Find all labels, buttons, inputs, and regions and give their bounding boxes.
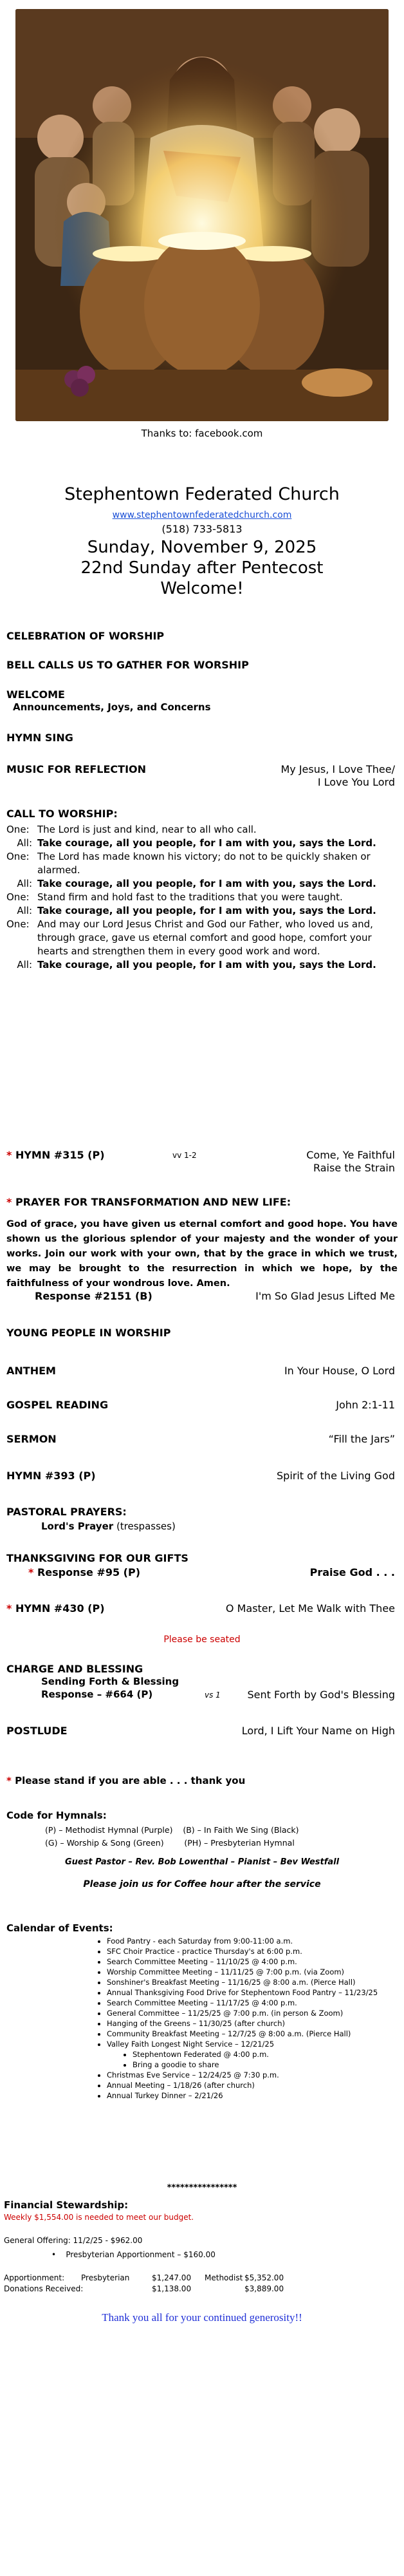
calendar-item: • General Committee – 11/25/25 @ 7:00 p.m. (in person & Zoom) (107, 2008, 391, 2018)
calendar-item: • Food Pantry - each Saturday from 9:00-11:00 a.m. (107, 1936, 391, 1946)
calendar-list (95, 1936, 391, 2101)
calendar-item (107, 2039, 391, 2070)
liturgical-sunday: 22nd Sunday after Pentecost (80, 558, 324, 578)
hero-image (15, 9, 389, 421)
prayer-text: God of grace, you have given us eternal comfort and good hope. You have shown us the glorious splendor of your majesty and the wonder of your works. Join our work with your own, that by the grace in which we trust, we may be brought to the resurrection in which we hope, by the faithfulness of your wondrous love. Amen. (6, 1219, 398, 1289)
calendar-item: • Christmas Eve Service – 12/24/25 @ 7:30 p.m. (107, 2070, 391, 2080)
weekly-budget-note: Weekly $1,554.00 is needed to meet our budget. (4, 2213, 194, 2222)
stand-asterisk: * (6, 1149, 15, 1161)
lords-prayer-line (41, 1520, 176, 1532)
calendar-item: • Search Committee Meeting – 11/17/25 @ 4:00 p.m. (107, 1998, 391, 2008)
stand-asterisk: * (28, 1566, 37, 1578)
coffee-hour-line: Please join us for Coffee hour after the service (83, 1879, 321, 1889)
litany-speaker: One: (6, 918, 30, 930)
calendar-item-text: Valley Faith Longest Night Service – 12/21/25 (107, 2040, 275, 2049)
charge-blessing-item: CHARGE AND BLESSING (6, 1663, 143, 1675)
general-offering: General Offering: 11/2/25 - $962.00 (4, 2236, 143, 2245)
service-date: Sunday, November 9, 2025 (87, 538, 317, 557)
litany-speaker: All: (17, 905, 32, 916)
gospel-item: GOSPEL READING (6, 1399, 109, 1411)
postlude-item: POSTLUDE (6, 1725, 68, 1737)
young-people-item: YOUNG PEOPLE IN WORSHIP (6, 1327, 171, 1339)
litany-line (6, 850, 395, 877)
welcome-item: WELCOME (6, 688, 65, 701)
apportionment-presbyterian-amount: $1,247.00 (152, 2273, 192, 2282)
postlude-title: Lord, I Lift Your Name on High (241, 1725, 395, 1737)
prayer-heading (6, 1196, 291, 1208)
stand-asterisk: * (6, 1775, 15, 1786)
hymn-430-item (6, 1602, 105, 1615)
calendar-item: • SFC Choir Practice - practice Thursday's at 6:00 p.m. (107, 1946, 391, 1956)
litany-line (6, 958, 395, 972)
response-95-title: Praise God . . . (309, 1566, 395, 1578)
music-title-1: My Jesus, I Love Thee/ (280, 763, 395, 775)
prayer-heading-label: PRAYER FOR TRANSFORMATION AND NEW LIFE: (15, 1196, 291, 1208)
thanksgiving-item: THANKSGIVING FOR OUR GIFTS (6, 1552, 188, 1564)
church-website-link[interactable]: www.stephentownfederatedchurch.com (112, 510, 292, 520)
music-title-2: I Love You Lord (317, 776, 395, 788)
hymn-315-title-2: Raise the Strain (313, 1162, 395, 1174)
litany-line (6, 891, 395, 904)
call-to-worship-litany (6, 823, 395, 972)
litany-text: Take courage, all you people, for I am with you, says the Lord. (37, 837, 376, 849)
response-2151-label: Response #2151 (B) (35, 1290, 152, 1302)
response-95-item (28, 1566, 140, 1578)
litany-text: And may our Lord Jesus Christ and God our Father, who loved us and, through grace, gave us eternal comfort and good hope, comfort your hearts and strengthen them in every good work and word. (37, 918, 373, 957)
hymnal-codes-line-2: (G) – Worship & Song (Green) (PH) – Presbyterian Hymnal (45, 1838, 295, 1848)
litany-speaker: All: (17, 959, 32, 971)
litany-speaker: One: (6, 851, 30, 862)
litany-speaker: All: (17, 878, 32, 889)
litany-text: Take courage, all you people, for I am with you, says the Lord. (37, 959, 376, 971)
financial-heading: Financial Stewardship: (4, 2199, 129, 2211)
stand-note-text: Please stand if you are able . . . thank you (15, 1775, 246, 1786)
hymn-315-title-1: Come, Ye Faithful (306, 1149, 395, 1161)
staff-line: Guest Pastor – Rev. Bob Lowenthal – Pianist – Bev Westfall (64, 1857, 340, 1867)
hymnal-codes-heading: Code for Hymnals: (6, 1810, 107, 1821)
jesus-wedding-cana-illustration (15, 9, 389, 421)
litany-line (6, 837, 395, 850)
litany-speaker: One: (6, 824, 30, 835)
sermon-item: SERMON (6, 1433, 57, 1445)
hymn-315-label: HYMN #315 (P) (15, 1149, 105, 1161)
hymn-430-title: O Master, Let Me Walk with Thee (225, 1602, 395, 1615)
response-664-verse: vs 1 (205, 1690, 221, 1700)
hymn-393-title: Spirit of the Living God (277, 1470, 395, 1482)
lords-prayer-note: (trespasses) (116, 1520, 176, 1532)
presbyterian-apportionment (51, 2250, 216, 2259)
calendar-subitem: • Bring a goodie to share (133, 2060, 391, 2070)
calendar-item: • Worship Committee Meeting – 11/11/25 @ 7:00 p.m. (via Zoom) (107, 1967, 391, 1977)
calendar-subitem: • Stephentown Federated @ 4:00 p.m. (133, 2049, 391, 2060)
hymn-315-item (6, 1149, 105, 1161)
anthem-item: ANTHEM (6, 1365, 56, 1377)
hymnal-codes-line-1: (P) – Methodist Hymnal (Purple) (B) – In Faith We Sing (Black) (45, 1825, 299, 1835)
bullet-icon: • (51, 2250, 66, 2259)
anthem-title: In Your House, O Lord (284, 1365, 395, 1377)
apportionment-methodist-amount: $5,352.00 (244, 2273, 284, 2282)
apportionment-label: Apportionment: (4, 2273, 65, 2282)
hymn-sing-item: HYMN SING (6, 732, 73, 744)
stand-asterisk: * (6, 1602, 15, 1615)
stand-asterisk: * (6, 1196, 15, 1208)
separator-stars: **************** (167, 2183, 237, 2193)
sermon-title: “Fill the Jars” (328, 1433, 395, 1445)
litany-text: The Lord is just and kind, near to all who call. (37, 824, 257, 835)
hymn-315-verses: vv 1-2 (172, 1151, 197, 1160)
litany-text: Take courage, all you people, for I am with you, says the Lord. (37, 905, 376, 916)
litany-text: Take courage, all you people, for I am with you, says the Lord. (37, 878, 376, 889)
calendar-item: • Sonshiner's Breakfast Meeting – 11/16/25 @ 8:00 a.m. (Pierce Hall) (107, 1977, 391, 1987)
litany-line (6, 918, 395, 958)
calendar-item: • Community Breakfast Meeting – 12/7/25 @ 8:00 a.m. (Pierce Hall) (107, 2029, 391, 2039)
response-664-label: Response – #664 (P) (41, 1689, 153, 1700)
please-be-seated: Please be seated (163, 1634, 241, 1645)
litany-text: Stand firm and hold fast to the traditions that you were taught. (37, 891, 343, 903)
litany-speaker: All: (17, 837, 32, 849)
donations-methodist-amount: $3,889.00 (244, 2284, 284, 2293)
sending-forth-item: Sending Forth & Blessing (41, 1676, 179, 1687)
litany-line (6, 877, 395, 891)
announcements-item: Announcements, Joys, and Concerns (13, 701, 211, 713)
response-95-label: Response #95 (P) (37, 1566, 141, 1578)
calendar-item: • Annual Thanksgiving Food Drive for Stephentown Food Pantry – 11/23/25 (107, 1987, 391, 1998)
hymn-430-label: HYMN #430 (P) (15, 1602, 105, 1615)
call-to-worship-heading: CALL TO WORSHIP: (6, 808, 118, 820)
calendar-heading: Calendar of Events: (6, 1922, 113, 1934)
lords-prayer-label: Lord's Prayer (41, 1520, 114, 1532)
response-2151-title: I'm So Glad Jesus Lifted Me (255, 1290, 395, 1302)
pastoral-prayers-item: PASTORAL PRAYERS: (6, 1506, 127, 1518)
celebration-heading: CELEBRATION OF WORSHIP (6, 630, 165, 642)
hymn-393-item: HYMN #393 (P) (6, 1470, 96, 1482)
apportionment-presbyterian-label: Presbyterian (81, 2273, 130, 2282)
calendar-item: • Annual Meeting – 1/18/26 (after church) (107, 2080, 391, 2090)
calendar-item: • Search Committee Meeting – 11/10/25 @ 4:00 p.m. (107, 1956, 391, 1967)
donations-presbyterian-amount: $1,138.00 (152, 2284, 192, 2293)
litany-text: The Lord has made known his victory; do not to be quickly shaken or alarmed. (37, 851, 371, 876)
gospel-reference: John 2:1-11 (336, 1399, 395, 1411)
donations-label: Donations Received: (4, 2284, 84, 2293)
thank-you-line: Thank you all for your continued generosity!! (102, 2311, 302, 2324)
litany-line (6, 823, 395, 837)
photo-credit: Thanks to: facebook.com (141, 428, 263, 439)
stand-note (6, 1775, 245, 1786)
calendar-item: • Hanging of the Greens – 11/30/25 (after church) (107, 2018, 391, 2029)
church-phone: (518) 733-5813 (161, 523, 243, 535)
bell-heading: BELL CALLS US TO GATHER FOR WORSHIP (6, 659, 249, 671)
apportionment-methodist-label: Methodist (205, 2273, 243, 2282)
church-name: Stephentown Federated Church (64, 484, 340, 504)
music-reflection-item: MUSIC FOR REFLECTION (6, 763, 147, 775)
response-664-title: Sent Forth by God's Blessing (247, 1689, 395, 1701)
welcome-heading: Welcome! (160, 579, 244, 598)
litany-line (6, 904, 395, 918)
calendar-item: • Annual Turkey Dinner – 2/21/26 (107, 2090, 391, 2101)
litany-speaker: One: (6, 891, 30, 903)
presbyterian-apportionment-text: Presbyterian Apportionment – $160.00 (66, 2250, 216, 2259)
